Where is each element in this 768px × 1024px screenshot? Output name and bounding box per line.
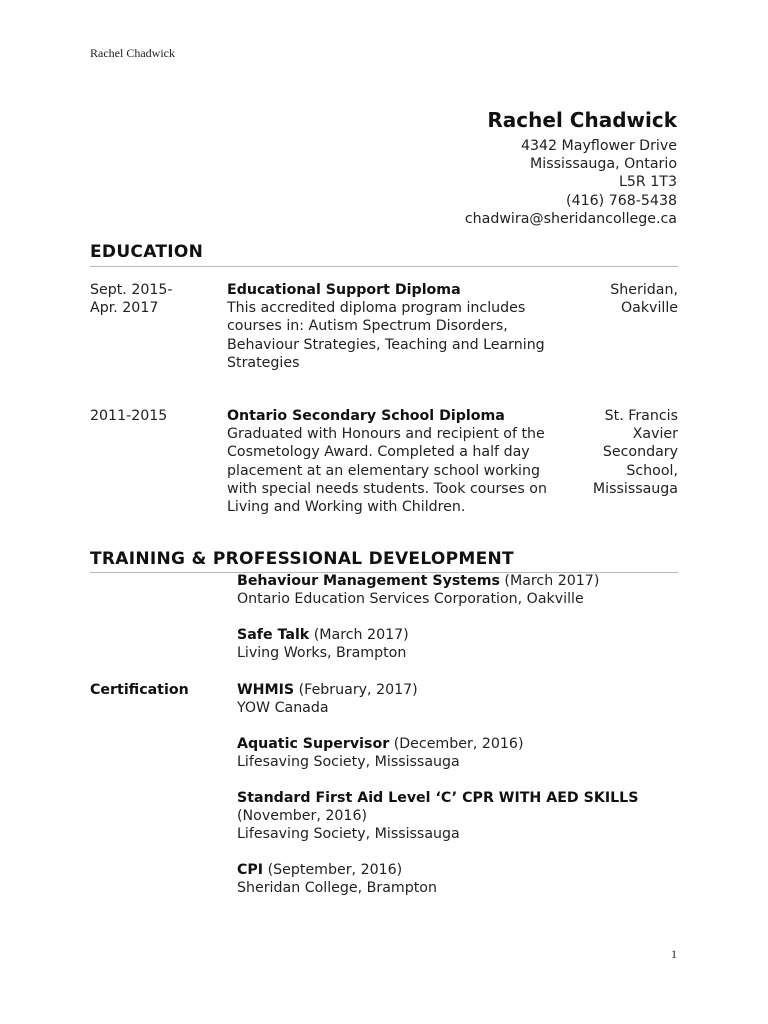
education-heading: EDUCATION [90,242,204,262]
training-name: Safe Talk [237,627,310,643]
education-location: Sheridan, Oakville [610,282,678,317]
page-number: 1 [671,947,677,961]
training-date: (September, 2016) [263,862,403,878]
contact-phone: (416) 768-5438 [566,192,677,209]
certification-label: Certification [90,682,189,698]
training-date: (December, 2016) [389,736,524,752]
training-date: (March 2017) [499,573,600,589]
training-provider: YOW Canada [237,700,329,717]
training-provider: Sheridan College, Brampton [237,880,437,897]
training-name: WHMIS [237,682,295,698]
contact-city: Mississauga, Ontario [530,156,677,173]
education-date: Sept. 2015- Apr. 2017 [90,282,173,317]
training-item [237,626,678,662]
training-provider: Lifesaving Society, Mississauga [237,826,460,843]
training-item [237,789,678,844]
resume-name: Rachel Chadwick [487,108,677,132]
contact-address: 4342 Mayflower Drive [520,138,677,154]
training-item [237,861,678,897]
education-program: Ontario Secondary School Diploma [227,408,505,424]
training-name: Aquatic Supervisor [237,736,390,752]
education-description: Graduated with Honours and recipient of the Cosmetology Award. Completed a half day placement at an elementary school working with special needs students. Took courses on Living and Working with Children. [227,426,547,516]
training-heading: TRAINING & PROFESSIONAL DEVELOPMENT [90,549,514,569]
running-header-name: Rachel Chadwick [90,46,175,60]
training-item [237,735,678,771]
education-rule [90,266,678,267]
training-provider: Living Works, Brampton [237,645,407,662]
training-name: CPI [237,862,264,878]
training-name: Standard First Aid Level ‘C’ CPR WITH AED SKILLS [237,790,639,806]
education-location: St. Francis Xavier Secondary School, Mississauga [592,408,678,497]
contact-email: chadwira@sheridancollege.ca [464,210,677,227]
training-item [237,681,678,717]
training-item [237,572,678,608]
training-provider: Lifesaving Society, Mississauga [237,754,460,771]
education-details [227,407,557,516]
contact-block [465,107,677,228]
training-name: Behaviour Management Systems [237,573,500,589]
education-program: Educational Support Diploma [227,282,461,298]
education-date: 2011-2015 [90,408,168,424]
education-details [227,281,557,372]
training-date: (March 2017) [309,627,409,643]
training-provider: Ontario Education Services Corporation, Oakville [237,591,584,608]
training-date: (November, 2016) [237,808,368,825]
education-description: This accredited diploma program includes courses in: Autism Spectrum Disorders, Behaviour Strategies, Teaching and Learning Strategies [227,300,545,371]
training-date: (February, 2017) [294,682,418,698]
contact-postal: L5R 1T3 [618,174,677,191]
